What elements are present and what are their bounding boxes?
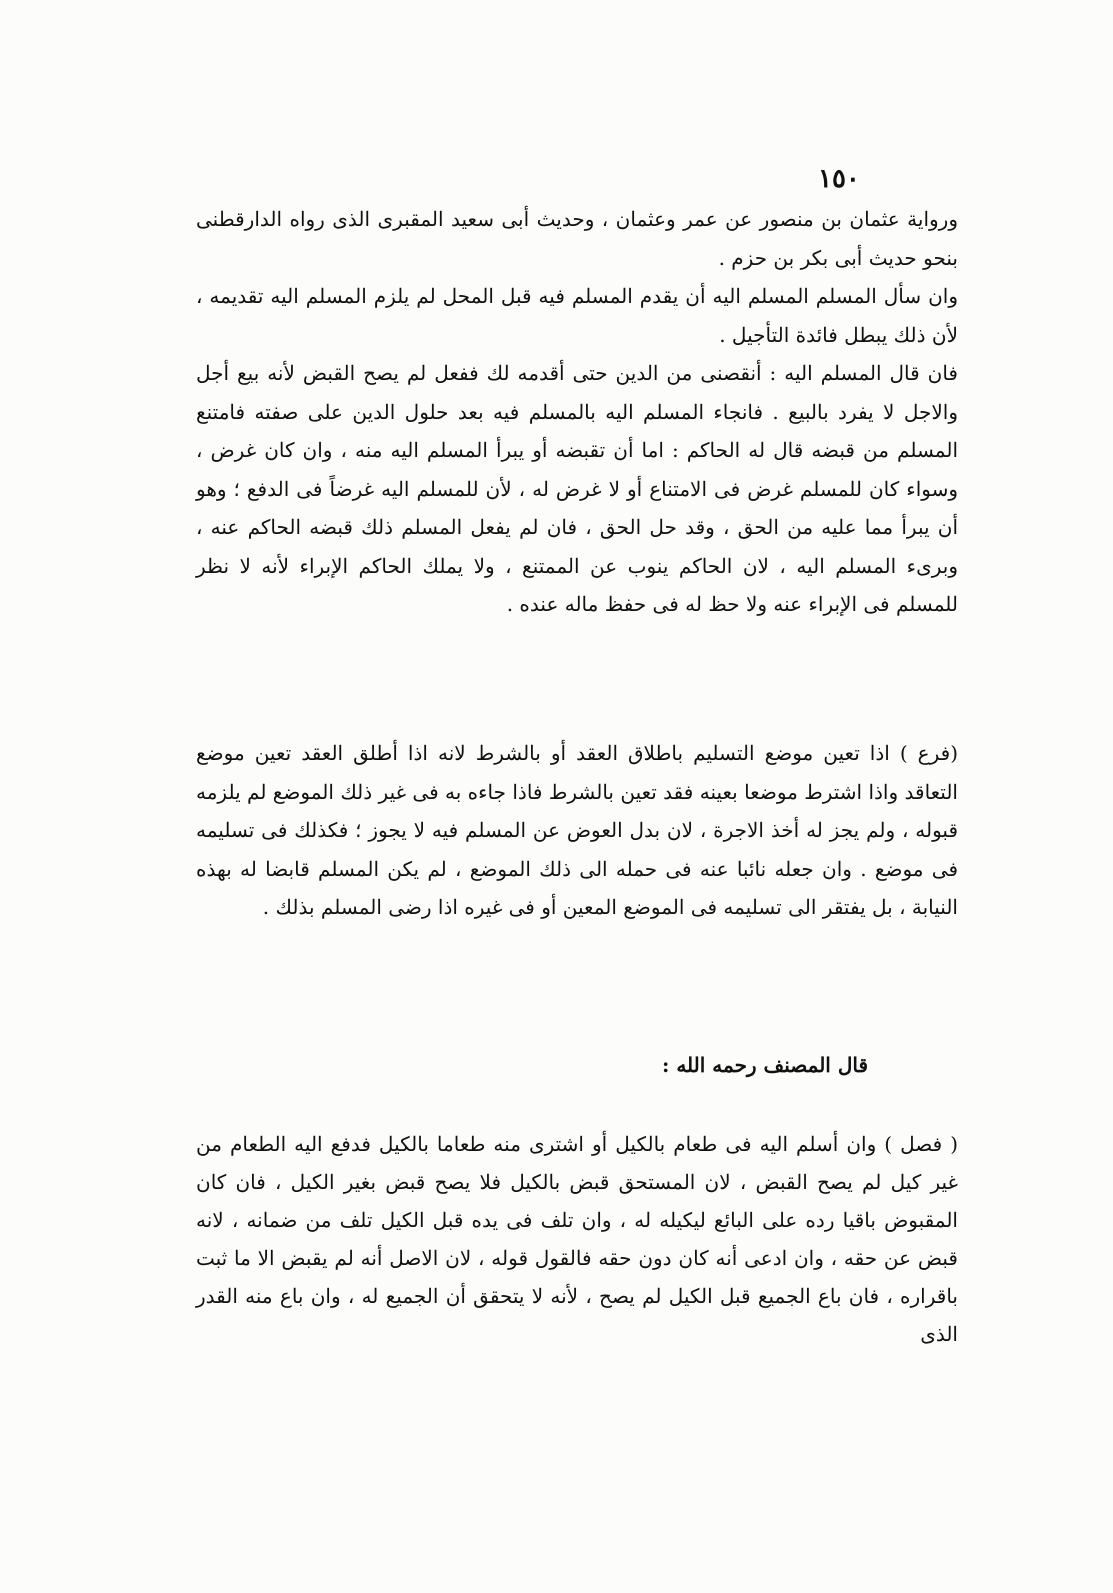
- paragraph-early-delivery: وان سأل المسلم المسلم اليه أن يقدم المسلم فيه قبل المحل لم يلزم المسلم اليه تقديمه ، لأن ذلك يبطل فائدة التأجيل .: [196, 284, 958, 347]
- paragraph-debt-reduction: فان قال المسلم اليه : أنقصنى من الدين حتى أقدمه لك ففعل لم يصح القبض لأنه بيع أجل والاجل لا يفرد بالبيع . فانجاء المسلم اليه بالمسلم فيه بعد حلول الدين على صفته فامتنع المسلم من قبضه قال له الحاكم : اما أن تقبضه أو يبرأ المسلم اليه منه ، وان كان غرض ، وسواء كان للمسلم غرض فى الامتناع أو لا غرض له ، لأن للمسلم اليه غرضاً فى الدفع ؛ وهو أن يبرأ مما عليه من الحق ، وقد حل الحق ، فان لم يفعل المسلم ذلك قبضه الحاكم عنه ، وبرىء المسلم اليه ، لان الحاكم ينوب عن الممتنع ، ولا يملك الحاكم الإبراء لأنه لا نظر للمسلم فى الإبراء عنه ولا حظ له فى حفظ ماله عنده .: [196, 361, 958, 616]
- paragraph-narration: ورواية عثمان بن منصور عن عمر وعثمان ، وحديث أبى سعيد المقبرى الذى رواه الدارقطنى بنحو حديث أبى بكر بن حزم .: [196, 207, 958, 270]
- paragraph-measurement: ( فصل ) وان أسلم اليه فى طعام بالكيل أو اشترى منه طعاما بالكيل فدفع اليه الطعام من غير كيل لم يصح القبض ، لان المستحق قبض بالكيل فلا يصح قبض بغير الكيل ، فان كان المقبوض باقيا رده على البائع ليكيله له ، وان تلف فى يده قبل الكيل تلف من ضمانه ، لانه قبض عن حقه ، وان ادعى أنه كان دون حقه فالقول قوله ، لان الاصل أنه لم يقبض الا ما ثبت باقراره ، فان باع الجميع قبل الكيل لم يصح ، لأنه لا يتحقق أن الجميع له ، وان باع منه القدر الذى: [196, 1132, 958, 1346]
- paragraph-delivery-place: (فرع ) اذا تعين موضع التسليم باطلاق العقد أو بالشرط لانه اذا أطلق العقد تعين موضع التعاقد واذا اشترط موضعا بعينه فقد تعين بالشرط فاذا جاءه به فى غير ذلك الموضع لم يلزمه قبوله ، ولم يجز له أخذ الاجرة ، لان بدل العوض عن المسلم فيه لا يجوز ؛ فكذلك فى تسليمه فى موضع . وان جعله نائبا عنه فى حمله الى ذلك الموضع ، لم يكن المسلم قابضا له بهذه النيابة ، بل يفتقر الى تسليمه فى الموضع المعين أو فى غيره اذا رضى المسلم بذلك .: [196, 741, 958, 919]
- section-heading: قال المصنف رحمه الله :: [661, 1053, 868, 1077]
- page-number: ١٥٠: [818, 164, 860, 194]
